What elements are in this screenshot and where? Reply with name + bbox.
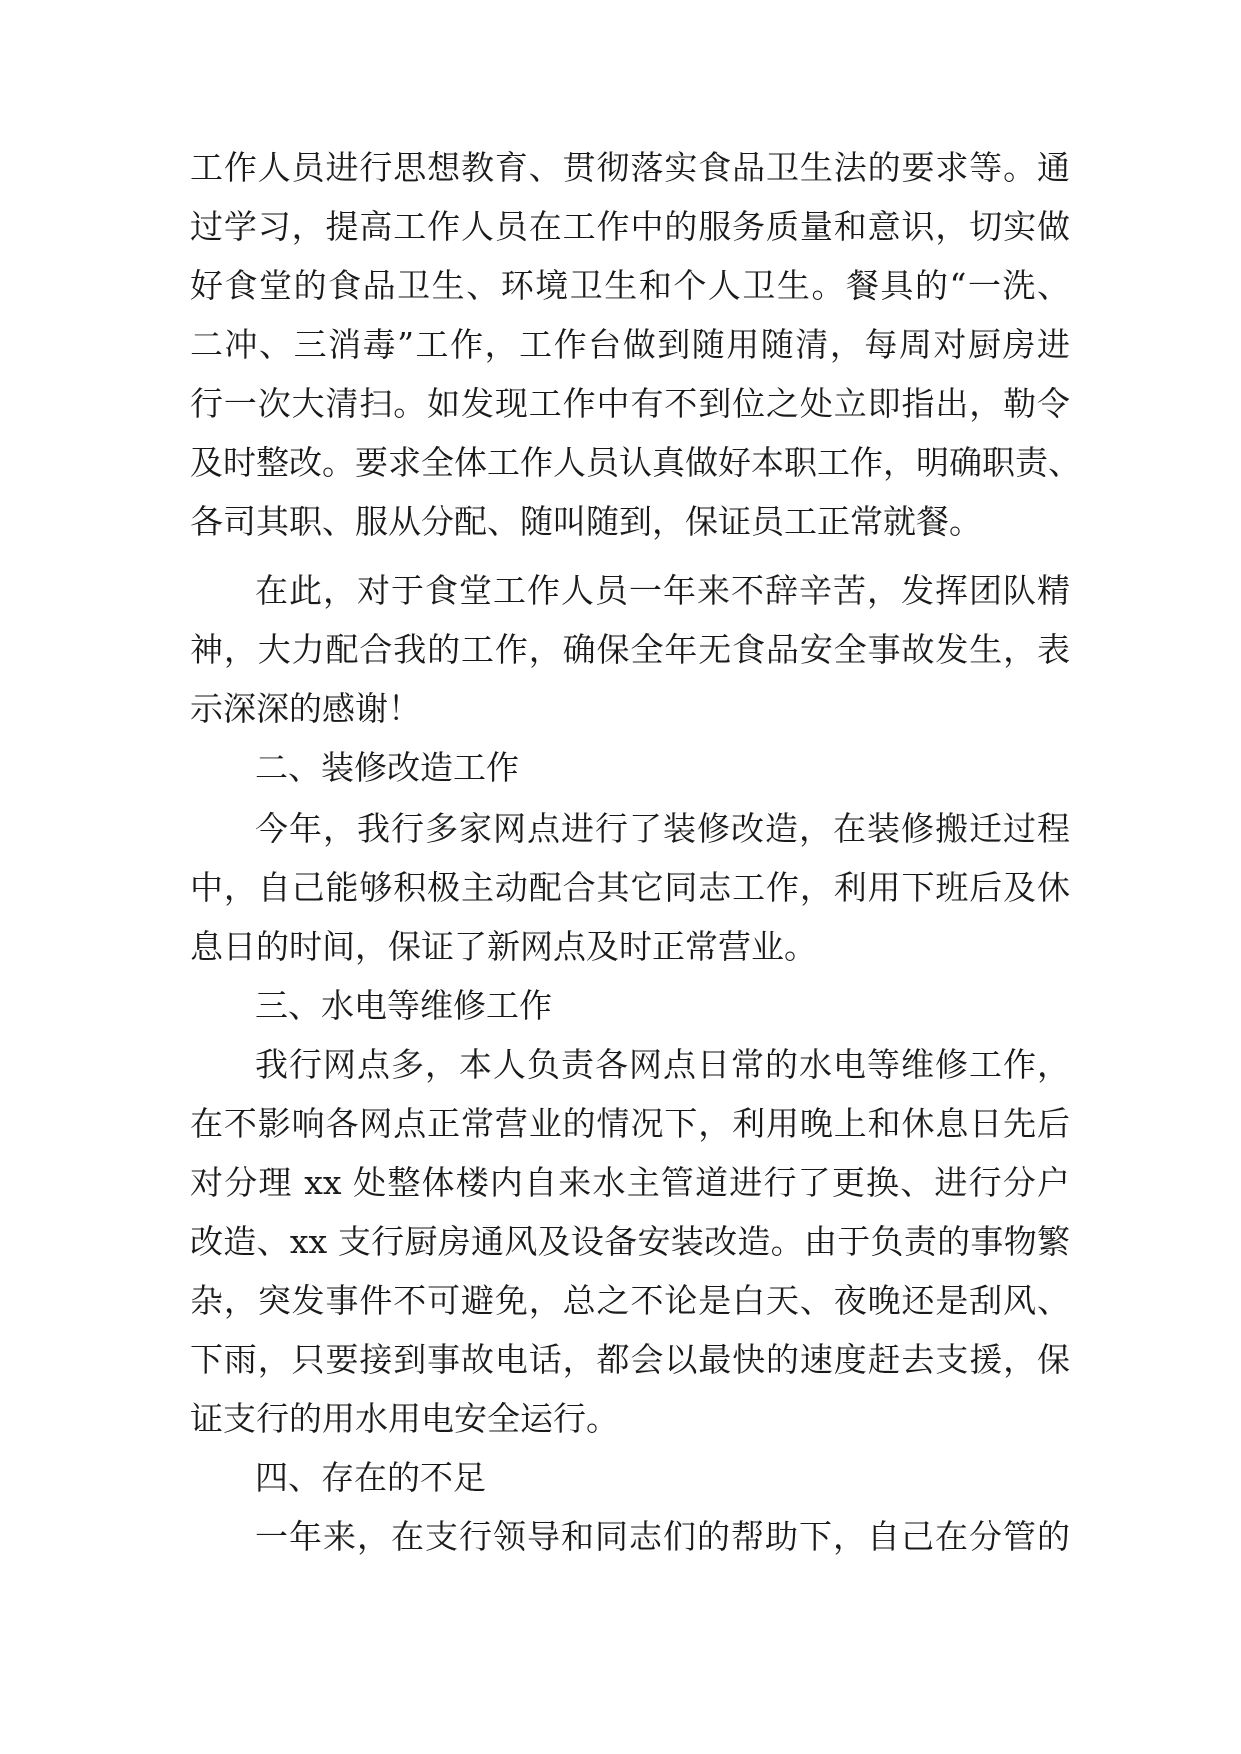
text-line: 中，自己能够积极主动配合其它同志工作，利用下班后及休 (190, 868, 1070, 907)
section-heading: 四、存在的不足 (255, 1458, 486, 1497)
text-line: 神，大力配合我的工作，确保全年无食品安全事故发生，表 (190, 630, 1070, 669)
text-line: 证支行的用水用电安全运行。 (190, 1399, 619, 1438)
paragraph-start-line: 在此，对于食堂工作人员一年来不辞辛苦，发挥团队精 (255, 571, 1070, 610)
paragraph-start-line: 一年来，在支行领导和同志们的帮助下，自己在分管的 (255, 1517, 1070, 1556)
text-line: 对分理 xx 处整体楼内自来水主管道进行了更换、进行分户 (190, 1163, 1070, 1202)
text-line: 在不影响各网点正常营业的情况下，利用晚上和休息日先后 (190, 1104, 1070, 1143)
text-line: 改造、xx 支行厨房通风及设备安装改造。由于负责的事物繁 (190, 1222, 1070, 1261)
paragraph-start-line: 我行网点多，本人负责各网点日常的水电等维修工作， (255, 1045, 1070, 1084)
text-line: 二冲、三消毒”工作，工作台做到随用随清，每周对厨房进 (190, 325, 1070, 364)
text-line: 下雨，只要接到事故电话，都会以最快的速度赶去支援，保 (190, 1340, 1070, 1379)
text-line: 息日的时间，保证了新网点及时正常营业。 (190, 927, 817, 966)
text-line: 各司其职、服从分配、随叫随到，保证员工正常就餐。 (190, 502, 982, 541)
text-line: 示深深的感谢！ (190, 689, 421, 728)
section-heading: 二、装修改造工作 (255, 748, 519, 787)
text-line: 及时整改。要求全体工作人员认真做好本职工作，明确职责、 (190, 443, 1081, 482)
section-heading: 三、水电等维修工作 (255, 986, 552, 1025)
text-line: 过学习，提高工作人员在工作中的服务质量和意识，切实做 (190, 207, 1070, 246)
text-line: 工作人员进行思想教育、贯彻落实食品卫生法的要求等。通 (190, 148, 1070, 187)
text-line: 行一次大清扫。如发现工作中有不到位之处立即指出，勒令 (190, 384, 1070, 423)
text-line: 杂，突发事件不可避免，总之不论是白天、夜晚还是刮风、 (190, 1281, 1070, 1320)
paragraph-start-line: 今年，我行多家网点进行了装修改造，在装修搬迁过程 (255, 809, 1070, 848)
text-line: 好食堂的食品卫生、环境卫生和个人卫生。餐具的“一洗、 (190, 266, 1070, 305)
